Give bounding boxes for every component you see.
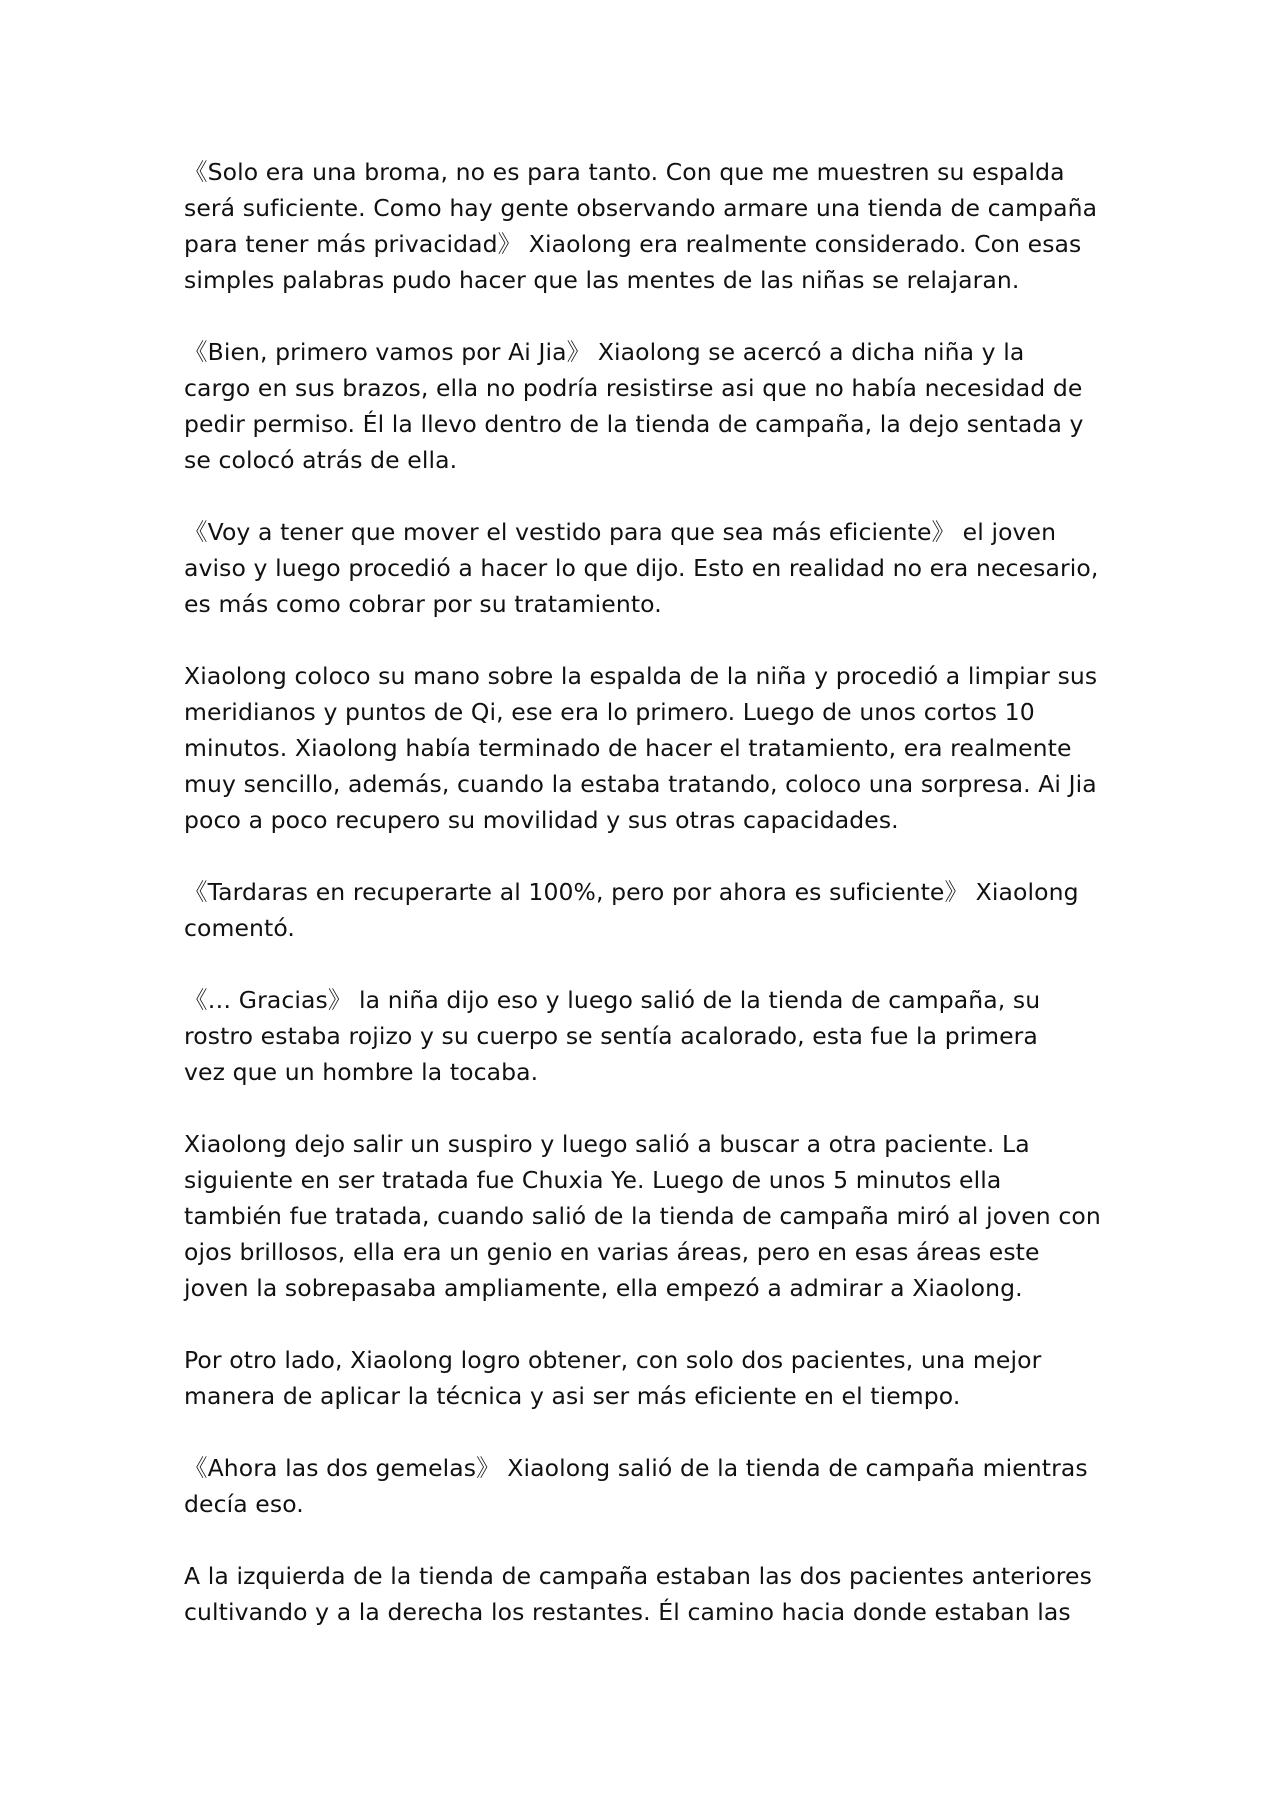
paragraph: A la izquierda de la tienda de campaña estaban las dos pacientes anteriores cultivando y a la derecha los restantes. Él camino hacia donde estaban las [184, 1562, 1092, 1626]
paragraph: 《… Gracias》 la niña dijo eso y luego salió de la tienda de campaña, su rostro estaba rojizo y su cuerpo se sentía acalorado, esta fue la primera vez que un hombre la tocaba. [184, 986, 1041, 1086]
paragraph: Xiaolong coloco su mano sobre la espalda de la niña y procedió a limpiar sus meridianos y puntos de Qi, ese era lo primero. Luego de unos cortos 10 minutos. Xiaolong había terminado de hacer el tratamiento, era realmente muy sencillo, además, cuando la estaba tratando, coloco una sorpresa. Ai Jia poco a poco recupero su movilidad y sus otras capacidades. [184, 662, 1098, 834]
document-body [184, 154, 1104, 1666]
paragraph: 《Voy a tener que mover el vestido para que sea más eficiente》 el joven aviso y luego procedió a hacer lo que dijo. Esto en realidad no era necesario, es más como cobrar por su tratamiento. [184, 518, 1099, 618]
paragraph: 《Bien, primero vamos por Ai Jia》 Xiaolong se acercó a dicha niña y la cargo en sus brazos, ella no podría resistirse asi que no había necesidad de pedir permiso. Él la llevo dentro de la tienda de campaña, la dejo sentada y se colocó atrás de ella. [184, 338, 1084, 474]
paragraph: 《Solo era una broma, no es para tanto. Con que me muestren su espalda será suficiente. Como hay gente observando armare una tienda de campaña para tener más privacidad》 Xiaolong era realmente considerado. Con esas simples palabras pudo hacer que las mentes de las niñas se relajaran. [184, 158, 1098, 294]
paragraph: 《Ahora las dos gemelas》 Xiaolong salió de la tienda de campaña mientras decía eso. [184, 1454, 1088, 1518]
paragraph: Por otro lado, Xiaolong logro obtener, con solo dos pacientes, una mejor manera de aplicar la técnica y asi ser más eficiente en el tiempo. [184, 1346, 1042, 1410]
paragraph: 《Tardaras en recuperarte al 100%, pero por ahora es suficiente》 Xiaolong comentó. [184, 878, 1079, 942]
paragraph: Xiaolong dejo salir un suspiro y luego salió a buscar a otra paciente. La siguiente en ser tratada fue Chuxia Ye. Luego de unos 5 minutos ella también fue tratada, cuando salió de la tienda de campaña miró al joven con ojos brillosos, ella era un genio en varias áreas, pero en esas áreas este joven la sobrepasaba ampliamente, ella empezó a admirar a Xiaolong. [184, 1130, 1101, 1302]
